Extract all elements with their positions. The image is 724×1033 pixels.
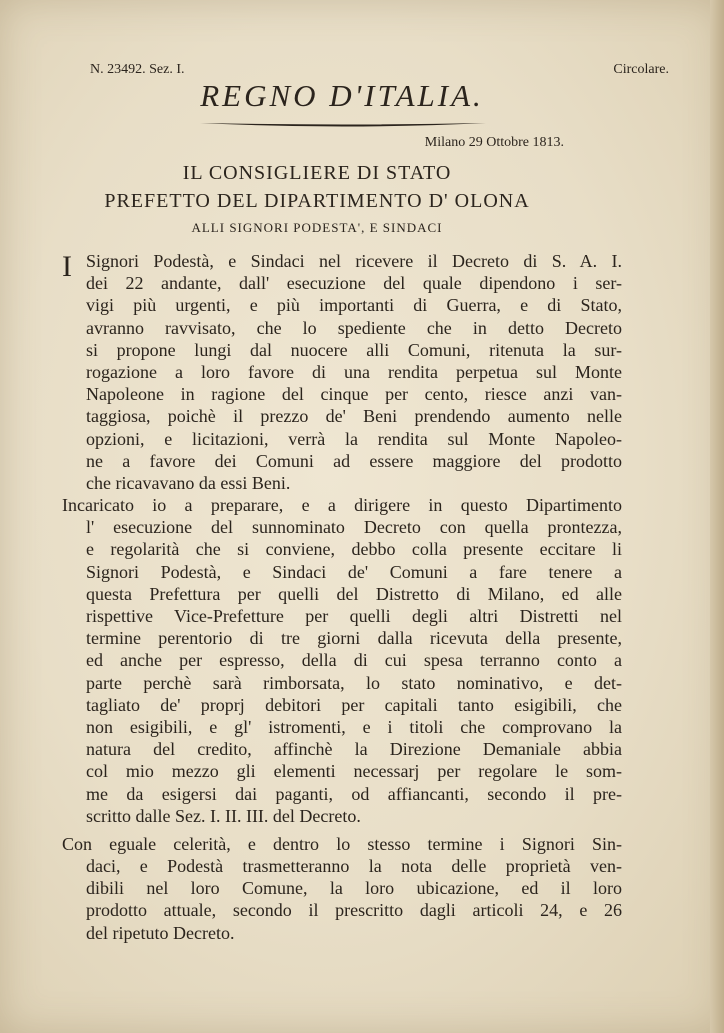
text-line: avranno ravvisato, che lo spediente che in detto Decreto — [86, 317, 622, 338]
text-line: opzioni, e licitazioni, verrà la rendita sul Monte Napoleo- — [86, 428, 622, 449]
text-line: taggiosa, poichè il prezzo de' Beni prendendo aumento nelle — [86, 406, 622, 427]
text-line: si propone lungi dal nuocere alli Comuni, ritenuta la sur- — [86, 339, 622, 360]
text-line: tagliato de' proprj debitori per capitali tanto esigibili, che — [86, 694, 622, 715]
text-line: scritto dalle Sez. I. II. III. del Decreto. — [86, 805, 361, 826]
text-line: e regolarità che si conviene, debbo colla presente eccitare li — [86, 539, 622, 560]
text-line: termine perentorio di tre giorni dalla ricevuta della presente, — [86, 628, 622, 649]
text-line: non esigibili, e gl' istromenti, e i titoli che comprovano la — [86, 716, 622, 737]
paragraph-2 — [62, 494, 622, 827]
document-body — [62, 250, 622, 944]
text-line: Con eguale celerità, e dentro lo stesso termine i Signori Sin- — [62, 833, 622, 854]
text-line: dibili nel loro Comune, la loro ubicazione, ed il loro — [86, 878, 622, 899]
text-line: col mio mezzo gli elementi necessarj per regolare le som- — [86, 761, 622, 782]
text-line: ne a favore dei Comuni ad essere maggiore del prodotto — [86, 450, 622, 471]
title-line-2: PREFETTO DEL DIPARTIMENTO D' OLONA — [104, 190, 530, 212]
kingdom-heading: REGNO D'ITALIA. — [200, 78, 484, 113]
text-line: me da esigersi dai paganti, od affiancanti, secondo il pre- — [86, 783, 622, 804]
paragraph-1 — [62, 250, 622, 494]
paper-edge — [710, 0, 724, 1033]
text-line: Napoleone in ragione del cinque per cento, riesce anzi van- — [86, 384, 622, 405]
text-line: del ripetuto Decreto. — [86, 922, 235, 943]
text-line: Signori Podestà, e Sindaci nel ricevere il Decreto di S. A. I. — [86, 251, 622, 271]
paragraph-3 — [62, 833, 622, 944]
text-line: questa Prefettura per quelli del Distretto di Milano, ed alle — [86, 583, 622, 604]
text-line: Signori Podestà, e Sindaci de' Comuni a fare tenere a — [86, 561, 622, 582]
reference-number: N. 23492. Sez. I. — [90, 62, 185, 77]
text-line: l' esecuzione del sunnominato Decreto con quella prontezza, — [86, 517, 622, 538]
ornamental-rule — [198, 118, 488, 130]
text-line: parte perchè sarà rimborsata, lo stato nominativo, e det- — [86, 672, 622, 693]
text-line: ed anche per espresso, della di cui spesa terranno conto a — [86, 650, 622, 671]
place-date: Milano 29 Ottobre 1813. — [424, 135, 564, 150]
title-line-1: IL CONSIGLIERE DI STATO — [182, 162, 452, 184]
text-line: daci, e Podestà trasmetteranno la nota delle proprietà ven- — [86, 856, 622, 877]
text-line: vigi più urgenti, e più importanti di Guerra, e di Stato, — [86, 295, 622, 316]
text-line: che ricavavano da essi Beni. — [86, 472, 291, 493]
title-line-3: ALLI SIGNORI PODESTA', E SINDACI — [191, 220, 443, 235]
text-line: rogazione a loro favore di una rendita perpetua sul Monte — [86, 361, 622, 382]
circular-label: Circolare. — [613, 62, 669, 77]
drop-cap: I — [62, 250, 72, 283]
text-line: dei 22 andante, dall' esecuzione del quale dipendono i ser- — [86, 273, 622, 294]
text-line: rispettive Vice-Prefetture per quelli degli altri Distretti nel — [86, 606, 622, 626]
text-line: prodotto attuale, secondo il prescritto dagli articoli 24, e 26 — [86, 900, 622, 921]
text-line: natura del credito, affinchè la Direzione Demaniale abbia — [86, 739, 622, 760]
text-line: Incaricato io a preparare, e a dirigere in questo Dipartimento — [62, 495, 622, 516]
